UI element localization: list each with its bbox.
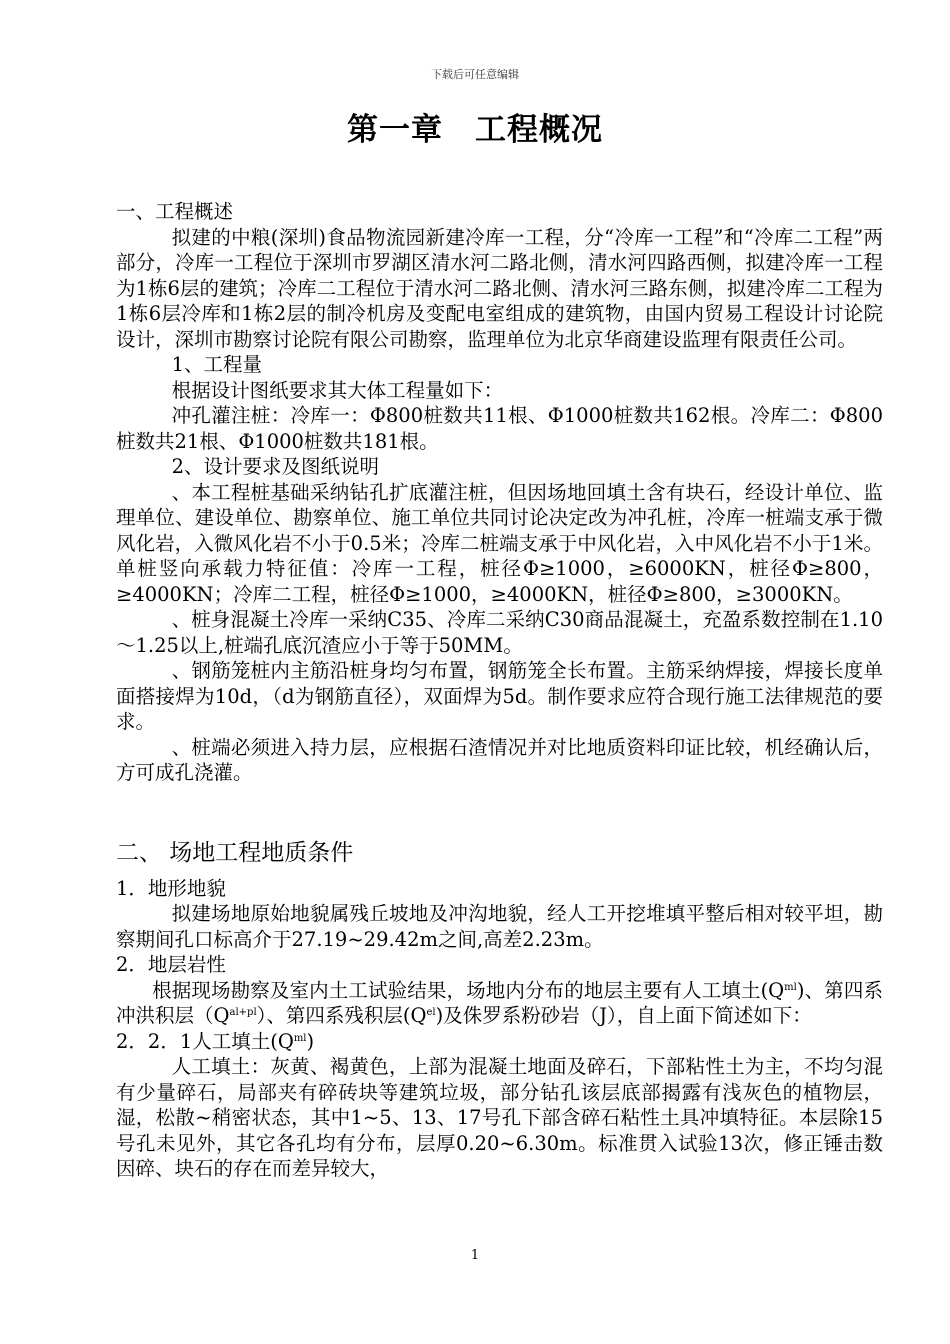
section2-heading: 二、 场地工程地质条件: [116, 839, 354, 866]
strata-paragraph: 根据现场勘察及室内土工试验结果，场地内分布的地层主要有人工填土$(Q^{ml})$、第四系冲洪积层$(Q^{al+pl})$、第四系残积层$(Q^{el})$及侏罗系粉砂岩（J），自上面下简述如下：: [116, 978, 883, 1027]
design-item-3: 、钢筋笼桩内主筋沿桩身均匀布置，钢筋笼全长布置。主筋采纳焊接，焊接长度单面搭接焊为10d，（d为钢筋直径），双面焊为5d。制作要求应符合现行施工法律规范的要求。: [116, 659, 883, 733]
design-item-1: 、本工程桩基础采纳钻孔扩底灌注桩，但因场地回填土含有块石，经设计单位、监理单位、建设单位、勘察单位、施工单位共同讨论决定改为冲孔桩，冷库一桩端支承于微风化岩，入微风化岩不小于0.5米；冷库二桩端支承于中风化岩，入中风化岩不小于1米。单桩竖向承载力特征值：冷库一工程，桩径Φ≥1000，≥6000KN，桩径Φ≥800，≥4000KN；冷库二工程，桩径Φ≥1000，≥4000KN，桩径Φ≥800，≥3000KN。: [116, 480, 883, 606]
page-number: 1: [470, 1248, 480, 1263]
design-item-2: 、桩身混凝土冷库一采纳C35、冷库二采纳C30商品混凝土，充盈系数控制在1.10～1.25以上,桩端孔底沉渣应小于等于50MM。: [116, 608, 883, 657]
quantity-subheading: 1、工程量: [171, 353, 262, 376]
section1-intro: 拟建的中粮(深圳)食品物流园新建冷库一工程，分“冷库一工程”和“冷库二工程”两部分，冷库一工程位于深圳市罗湖区清水河二路北侧，清水河四路西侧，拟建冷库一工程为1栋6层的建筑；冷库二工程位于清水河二路北侧、清水河三路东侧，拟建冷库二工程为1栋6层冷库和1栋2层的制冷机房及变配电室组成的建筑物，由国内贸易工程设计讨论院设计，深圳市勘察讨论院有限公司勘察，监理单位为北京华商建设监理有限责任公司。: [116, 225, 883, 351]
fill-soil-subheading: 2．2．1人工填土$(Q^{ml})$: [116, 1029, 315, 1053]
header-note: 下载后可任意编辑: [431, 68, 519, 81]
design-item-4: 、桩端必须进入持力层，应根据石渣情况并对比地质资料印证比较，机经确认后，方可成孔浇灌。: [116, 735, 883, 784]
section1-heading: 一、工程概述: [116, 200, 234, 223]
strata-subheading: 2．地层岩性: [116, 953, 226, 976]
terrain-subheading: 1．地形地貌: [116, 876, 226, 900]
quantity-paragraph-2: 冲孔灌注桩：冷库一：Φ800桩数共11根、Φ1000桩数共162根。冷库二：Φ800桩数共21根、Φ1000桩数共181根。: [116, 404, 883, 453]
quantity-paragraph-1: 根据设计图纸要求其大体工程量如下：: [171, 378, 504, 402]
chapter-title: 第一章 工程概况: [347, 112, 603, 148]
fill-soil-paragraph: 人工填土：灰黄、褐黄色，上部为混凝土地面及碎石，下部粘性土为主，不均匀混有少量碎石，局部夹有碎砖块等建筑垃圾，部分钻孔该层底部揭露有浅灰色的植物层，湿，松散~稍密状态，其中1~5、13、17号孔下部含碎石粘性土具冲填特征。本层除15号孔未见外，其它各孔均有分布，层厚0.20~6.30m。标准贯入试验13次，修正锤击数因碎、块石的存在而差异较大，: [116, 1055, 883, 1180]
design-subheading: 2、设计要求及图纸说明: [171, 455, 379, 478]
document-body: [116, 199, 883, 1182]
terrain-paragraph: 拟建场地原始地貌属残丘坡地及冲沟地貌，经人工开挖堆填平整后相对较平坦，勘察期间孔口标高介于27.19~29.42m之间,高差2.23m。: [116, 902, 883, 951]
